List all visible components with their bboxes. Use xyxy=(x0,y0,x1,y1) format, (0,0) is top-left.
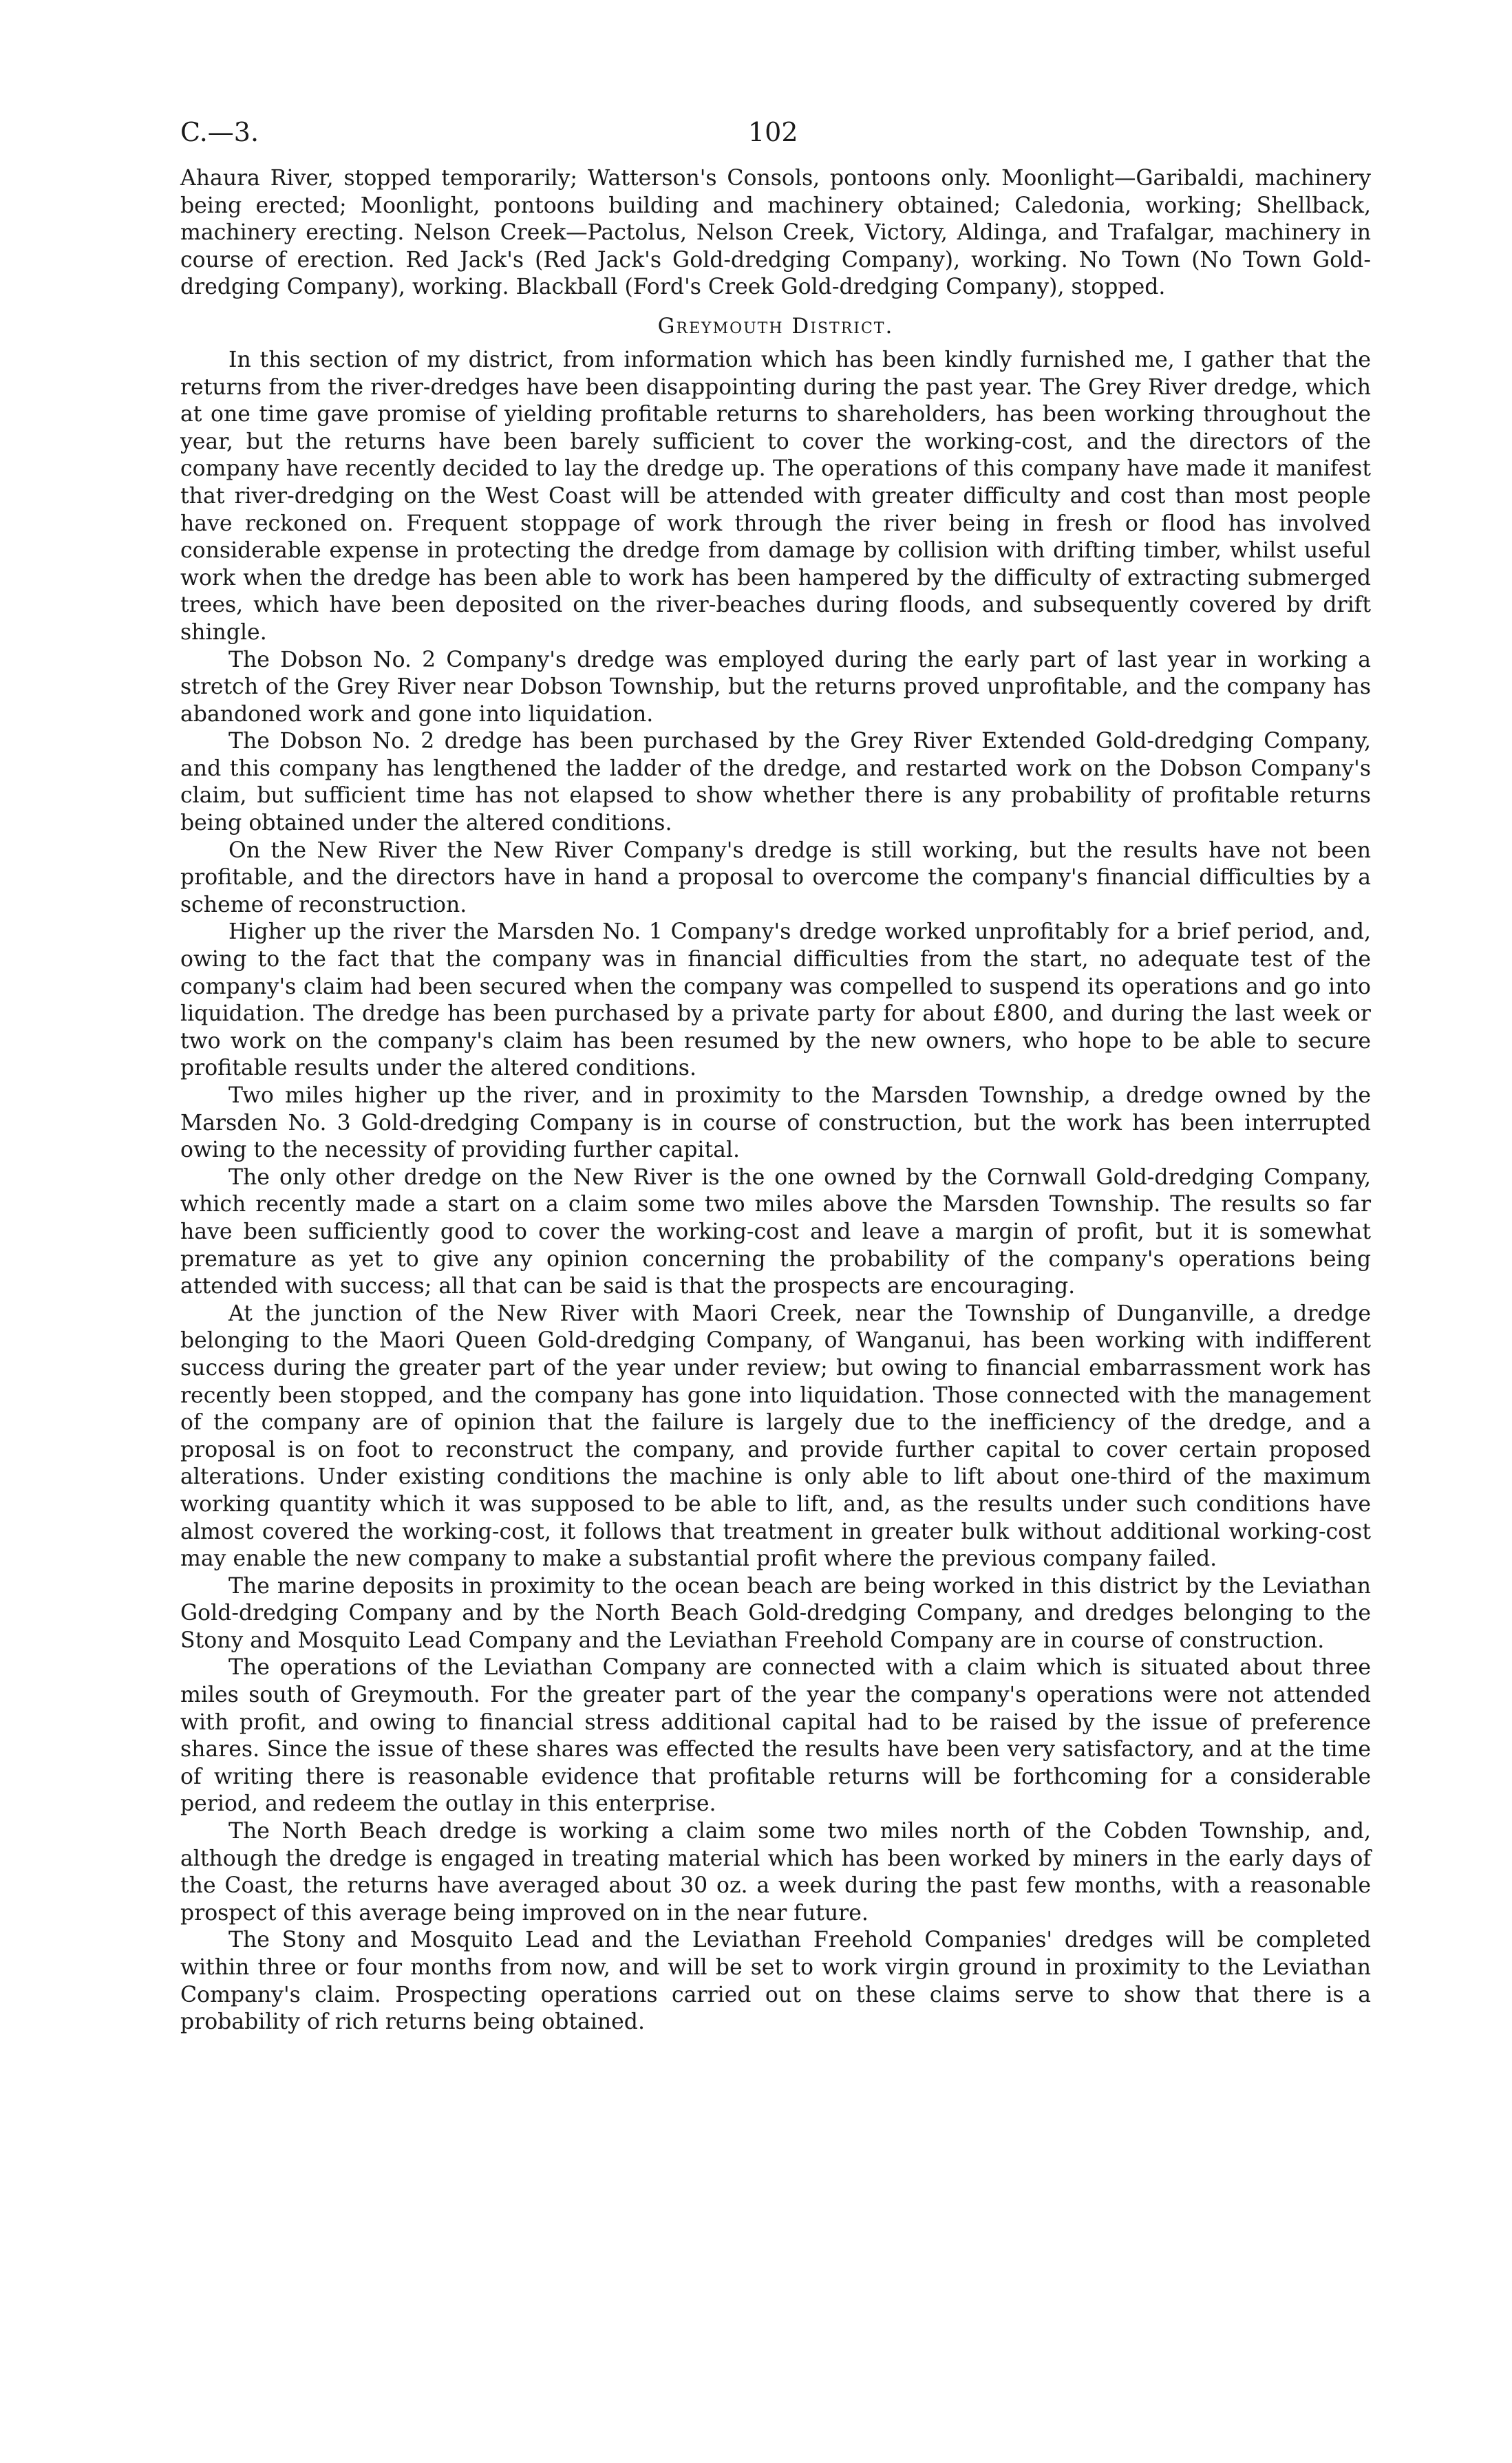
section-heading: Greymouth District. xyxy=(657,313,894,339)
paragraph-maori-queen: At the junction of the New River with Maori Creek, near the Township of Dunganville, a dredge belonging to the Maori Queen Gold-dredging Company, of Wanganui, has been working with indifferent success during the greater part of the year under review; but owing to financial embarrassment work has recently been stopped, and the company has gone into liquidation. Those connected with the management of the company are of opinion that the failure is largely due to the inefficiency of the dredge, and a proposal is on foot to reconstruct the company, and provide further capital to cover certain proposed alterations. Under existing conditions the machine is only able to lift about one-third of the maximum working quantity which it was supposed to be able to lift, and, as the results under such conditions have almost covered the working-cost, it follows that treatment in greater bulk without additional working-cost may enable the new company to make a substantial profit where the previous company failed. xyxy=(180,1301,1371,1572)
paragraph-stony-mosquito: The Stony and Mosquito Lead and the Leviathan Freehold Companies' dredges will be completed within three or four months from now, and will be set to work virgin ground in proximity to the Leviathan Company's claim. Prospecting operations carried out on these claims serve to show that there is a probability of rich returns being obtained. xyxy=(180,1928,1371,2035)
paragraph-leviathan: The operations of the Leviathan Company are connected with a claim which is situated about three miles south of Greymouth. For the greater part of the year the company's operations were not attended with profit, and owing to financial stress additional capital had to be raised by the issue of preference shares. Since the issue of these shares was effected the results have been very satisfactory, and at the time of writing there is reasonable evidence that profitable returns will be forthcoming for a considerable period, and redeem the outlay in this enterprise. xyxy=(180,1655,1371,1817)
paragraph-north-beach: The North Beach dredge is working a claim some two miles north of the Cobden Township, and, although the dredge is engaged in treating material which has been worked by miners in the early days of the Coast, the returns have averaged about 30 oz. a week during the past few months, with a reasonable prospect of this average being improved on in the near future. xyxy=(180,1819,1371,1926)
document-page xyxy=(180,117,1371,2036)
paragraph-river-dredges: In this section of my district, from information which has been kindly furnished me, I gather that the returns from the river-dredges have been disappointing during the past year. The Grey River dredge, which at one time gave promise of yielding profitable returns to shareholders, has been working throughout the year, but the returns have been barely sufficient to cover the working-cost, and the directors of the company have recently decided to lay the dredge up. The operations of this company have made it manifest that river-dredging on the West Coast will be attended with greater difficulty and cost than most people have reckoned on. Frequent stoppage of work through the river being in fresh or flood has involved considerable expense in protecting the dredge from damage by collision with drifting timber, whilst useful work when the dredge has been able to work has been hampered by the difficulty of extracting submerged trees, which have been deposited on the river-beaches during floods, and subsequently covered by drift shingle. xyxy=(180,347,1371,645)
body-text xyxy=(180,165,1371,2036)
paragraph-grey-river-extended: The Dobson No. 2 dredge has been purchased by the Grey River Extended Gold-dredging Company, and this company has lengthened the ladder of the dredge, and restarted work on the Dobson Company's claim, but sufficient time has not elapsed to show whether there is any probability of profitable returns being obtained under the altered conditions. xyxy=(180,729,1371,836)
paragraph-cornwall: The only other dredge on the New River is the one owned by the Cornwall Gold-dredging Company, which recently made a start on a claim some two miles above the Marsden Township. The results so far have been sufficiently good to cover the working-cost and leave a margin of profit, but it is somewhat premature as yet to give any opinion concerning the probability of the company's operations being attended with success; all that can be said is that the prospects are encouraging. xyxy=(180,1164,1371,1299)
paragraph-marsden-no3: Two miles higher up the river, and in proximity to the Marsden Township, a dredge owned by the Marsden No. 3 Gold-dredging Company is in course of construction, but the work has been interrupted owing to the necessity of providing further capital. xyxy=(180,1083,1371,1163)
paragraph-marine-deposits: The marine deposits in proximity to the ocean beach are being worked in this district by the Leviathan Gold-dredging Company and by the North Beach Gold-dredging Company, and dredges belonging to the Stony and Mosquito Lead Company and the Leviathan Freehold Company are in course of construction. xyxy=(180,1573,1371,1653)
paragraph-marsden-no1: Higher up the river the Marsden No. 1 Company's dredge worked unprofitably for a brief period, and, owing to the fact that the company was in financial difficulties from the start, no adequate test of the company's claim had been secured when the company was compelled to suspend its operations and go into liquidation. The dredge has been purchased by a private party for about £800, and during the last week or two work on the company's claim has been resumed by the new owners, who hope to be able to secure profitable results under the altered conditions. xyxy=(180,919,1371,1081)
page-number: 102 xyxy=(748,117,798,147)
paragraph-new-river: On the New River the New River Company's dredge is still working, but the results have not been profitable, and the directors have in hand a proposal to overcome the company's financial difficulties by a scheme of reconstruction. xyxy=(180,838,1371,917)
document-reference: C.—3. xyxy=(180,117,259,147)
continuation-paragraph: Ahaura River, stopped temporarily; Watterson's Consols, pontoons only. Moonlight—Garibaldi, machinery being erected; Moonlight, pontoons building and machinery obtained; Caledonia, working; Shellback, machinery erecting. Nelson Creek—Pactolus, Nelson Creek, Victory, Aldinga, and Trafalgar, machinery in course of erection. Red Jack's (Red Jack's Gold-dredging Company), working. No Town (No Town Gold-dredging Company), working. Blackball (Ford's Creek Gold-dredging Company), stopped. xyxy=(180,166,1371,300)
paragraph-dobson-no2: The Dobson No. 2 Company's dredge was employed during the early part of last year in working a stretch of the Grey River near Dobson Township, but the returns proved unprofitable, and the company has abandoned work and gone into liquidation. xyxy=(180,647,1371,727)
page-header xyxy=(180,117,1371,165)
